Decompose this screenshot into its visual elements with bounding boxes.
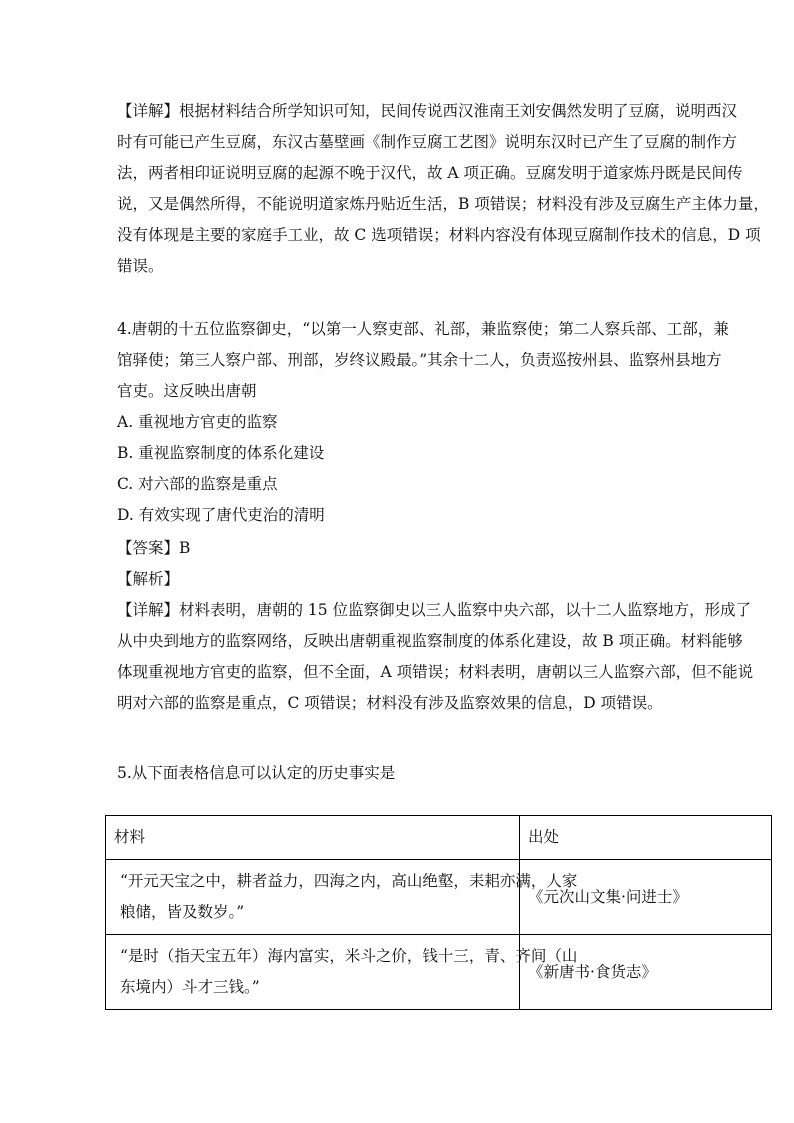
source-cell: 《新唐书·食货志》: [520, 935, 772, 1010]
question-4-stem: [117, 314, 729, 407]
text-line: 从中央到地方的监察网络，反映出唐朝重视监察制度的体系化建设，故 B 项正确。材料能够: [117, 632, 743, 650]
text-line: 东境内）斗才三钱。”: [120, 978, 260, 996]
table-row: [106, 860, 772, 935]
text-line: 4.唐朝的十五位监察御史，“以第一人察吏部、礼部，兼监察使；第二人察兵部、工部，兼: [117, 320, 729, 338]
text-line: 【详解】材料表明，唐朝的 15 位监察御史以三人监察中央六部，以十二人监察地方，形成了: [117, 601, 752, 619]
header-material: 材料: [106, 816, 520, 860]
option-a: A. 重视地方官吏的监察: [117, 413, 278, 431]
source-table: [105, 815, 772, 1010]
question-4-options: [117, 407, 679, 531]
text-line: 馆驿使；第三人察户部、刑部，岁终议殿最。”其余十二人，负责巡按州县、监察州县地方: [117, 351, 722, 369]
text-line: “是时（指天宝五年）海内富实，米斗之价，钱十三，青、齐间（山: [120, 947, 578, 965]
text-line: 错误。: [117, 257, 164, 275]
material-cell: [106, 935, 578, 1010]
material-cell: [106, 860, 578, 935]
detail-paragraph-1: [117, 96, 769, 282]
answer-label: 【答案】B: [117, 539, 191, 557]
option-b: B. 重视监察制度的体系化建设: [117, 444, 325, 462]
text-line: 【详解】根据材料结合所学知识可知，民间传说西汉淮南王刘安偶然发明了豆腐，说明西汉: [117, 102, 738, 120]
header-source: 出处: [520, 816, 772, 860]
source-cell: 《元次山文集·问进士》: [520, 860, 772, 935]
option-d: D. 有效实现了唐代吏治的清明: [117, 506, 325, 524]
text-line: 没有体现是主要的家庭手工业，故 C 选项错误；材料内容没有体现豆腐制作技术的信息，D 项: [117, 226, 761, 244]
analysis-label: 【解析】: [117, 570, 180, 588]
detail-paragraph-2: [117, 595, 754, 719]
text-line: 明对六部的监察是重点，C 项错误；材料没有涉及监察效果的信息，D 项错误。: [117, 694, 663, 712]
text-line: 法，两者相印证说明豆腐的起源不晚于汉代，故 A 项正确。豆腐发明于道家炼丹既是民间传: [117, 164, 743, 182]
table-header-row: [106, 816, 772, 860]
text-line: 5.从下面表格信息可以认定的历史事实是: [117, 764, 396, 782]
question-5-stem: [117, 758, 679, 789]
text-line: 体现重视地方官吏的监察，但不全面，A 项错误；材料表明，唐朝以三人监察六部，但不能说: [117, 663, 754, 681]
text-line: “开元天宝之中，耕者益力，四海之内，高山绝壑，耒耜亦满，人家: [120, 872, 578, 890]
text-line: 官吏。这反映出唐朝: [117, 382, 257, 400]
text-line: 时有可能已产生豆腐，东汉古墓壁画《制作豆腐工艺图》说明东汉时已产生了豆腐的制作方: [117, 133, 738, 151]
answer-block: [117, 533, 679, 595]
text-line: 说，又是偶然所得，不能说明道家炼丹贴近生活，B 项错误；材料没有涉及豆腐生产主体力量，: [117, 195, 769, 213]
option-c: C. 对六部的监察是重点: [117, 475, 278, 493]
text-line: 粮储，皆及数岁。”: [120, 903, 245, 921]
table-row: [106, 935, 772, 1010]
